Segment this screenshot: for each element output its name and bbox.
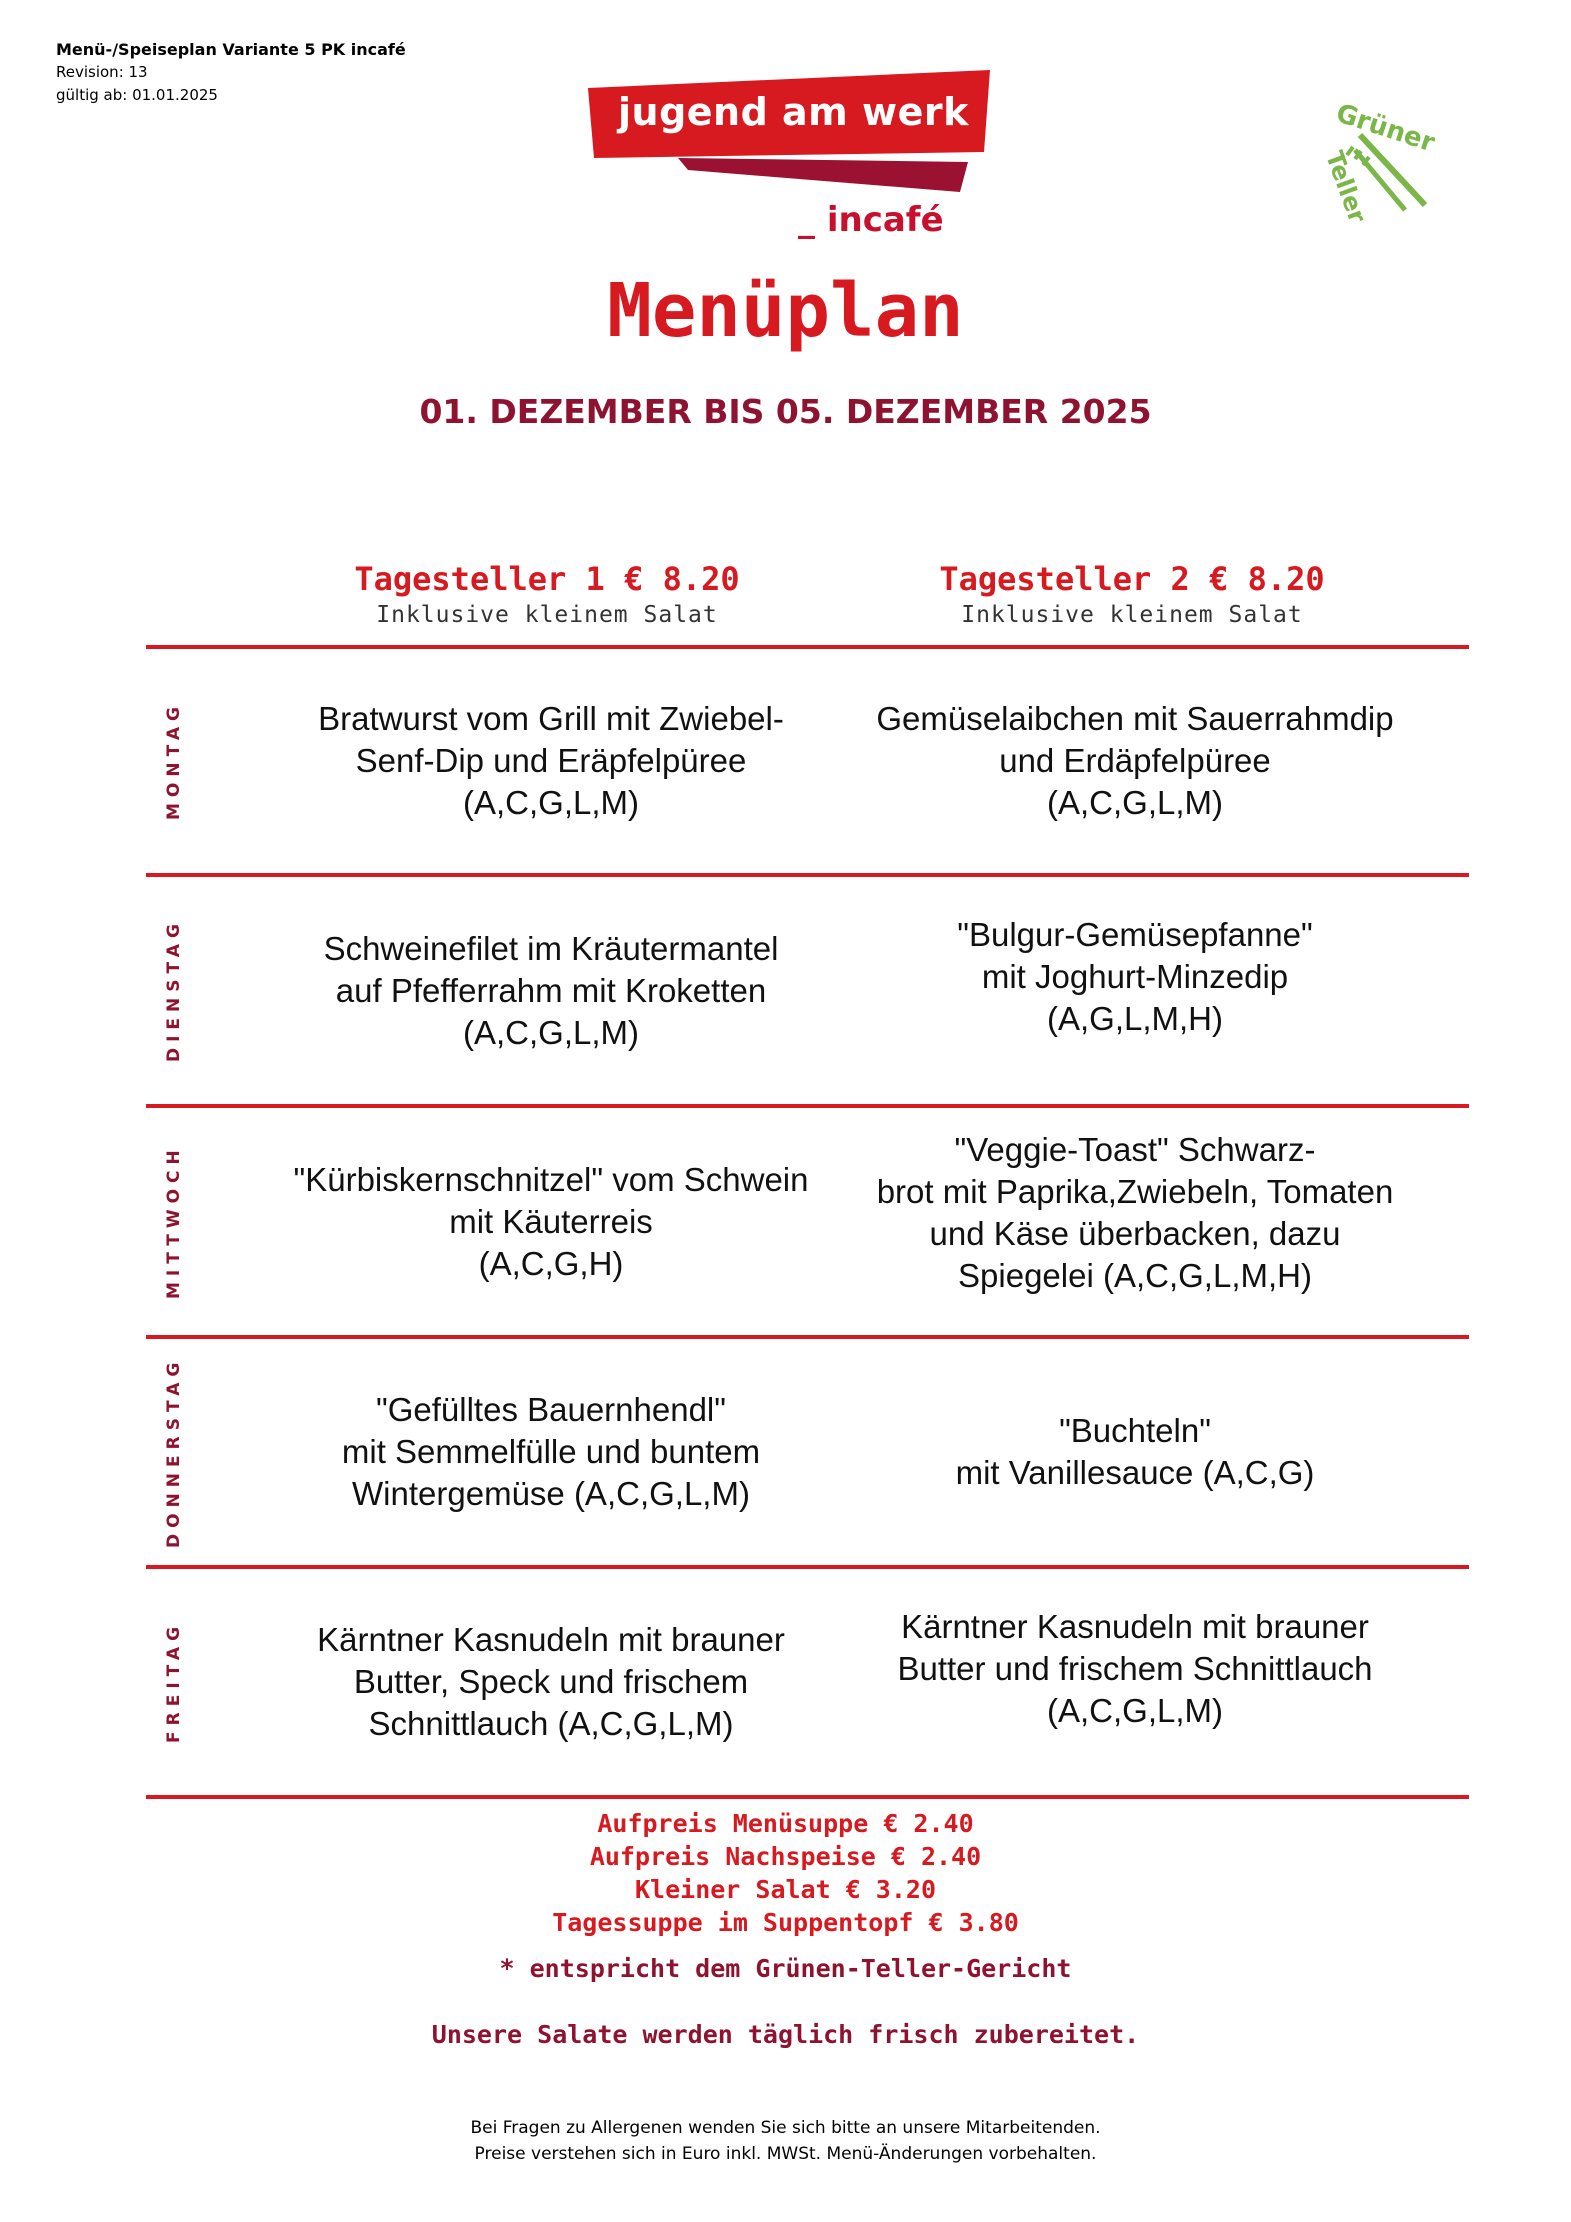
column-header-2	[852, 560, 1412, 628]
day-label-tuesday: DIENSTAG	[164, 918, 184, 1063]
day-label-friday: FREITAG	[164, 1620, 184, 1744]
extra-day-soup-price: Tagessuppe im Suppentopf € 3.80	[552, 1908, 1019, 1937]
dish-cell: "Buchteln" mit Vanillesauce (A,C,G)	[955, 1412, 1315, 1491]
meta-revision: Revision: 13	[56, 63, 148, 81]
extra-dessert-price: Aufpreis Nachspeise € 2.40	[589, 1842, 982, 1871]
green-plate-note: * entspricht dem Grünen-Teller-Gericht	[499, 1954, 1072, 1983]
extra-soup-price: Aufpreis Menüsuppe € 2.40	[597, 1809, 974, 1838]
divider-line	[146, 1795, 1469, 1799]
day-label-wednesday: MITTWOCH	[164, 1144, 184, 1299]
column-header-1	[267, 560, 827, 628]
allergen-note: Bei Fragen zu Allergenen wenden Sie sich bitte an unsere Mitarbeitenden.	[470, 2118, 1101, 2138]
dish-cell: Kärntner Kasnudeln mit brauner Butter, Speck und frischem Schnittlauch (A,C,G,L,M)	[317, 1621, 785, 1742]
svg-text:Teller: Teller	[1319, 147, 1372, 227]
dish-cell: "Veggie-Toast" Schwarz- brot mit Paprika,Zwiebeln, Tomaten und Käse überbacken, dazu Spiegelei (A,C,G,L,M,H)	[876, 1131, 1394, 1294]
dish-cell: Schweinefilet im Kräutermantel auf Pfefferrahm mit Kroketten (A,C,G,L,M)	[323, 929, 779, 1051]
date-range: 01. DEZEMBER BIS 05. DEZEMBER 2025	[419, 392, 1152, 431]
gruener-teller-badge	[1285, 95, 1435, 245]
day-label-monday: MONTAG	[164, 701, 184, 821]
logo-main-text: jugend am werk _	[618, 90, 969, 178]
extra-salad-price: Kleiner Salat € 3.20	[634, 1875, 937, 1904]
logo-sub-text: _ incafé	[798, 200, 944, 240]
jugend-am-werk-logo	[588, 70, 998, 245]
day-label-thursday: DONNERSTAG	[164, 1356, 184, 1548]
column-1-title: Tagesteller 1 € 8.20	[354, 560, 740, 598]
dish-cell: "Bulgur-Gemüsepfanne" mit Joghurt-Minzedip (A,G,L,M,H)	[957, 916, 1313, 1037]
dish-cell: Gemüselaibchen mit Sauerrahmdip und Erdäpfelpüree (A,C,G,L,M)	[876, 700, 1394, 821]
column-2-title: Tagesteller 2 € 8.20	[939, 560, 1325, 598]
dish-cell: Kärntner Kasnudeln mit brauner Butter und frischem Schnittlauch (A,C,G,L,M)	[897, 1608, 1373, 1729]
dish-cell: Bratwurst vom Grill mit Zwiebel- Senf-Dip und Eräpfelpüree (A,C,G,L,M)	[318, 700, 784, 821]
svg-text:Grüner: Grüner	[1332, 98, 1435, 159]
document-meta	[56, 38, 406, 107]
column-2-subtitle: Inklusive kleinem Salat	[961, 602, 1303, 628]
page-title: Menüplan	[607, 268, 964, 354]
price-note: Preise verstehen sich in Euro inkl. MWSt. Menü-Änderungen vorbehalten.	[474, 2144, 1097, 2164]
fork-knife-icon	[1285, 95, 1435, 245]
footer-note	[0, 2115, 1571, 2167]
meta-valid-from: gültig ab: 01.01.2025	[56, 86, 218, 104]
dish-cell: "Gefülltes Bauernhendl" mit Semmelfülle und buntem Wintergemüse (A,C,G,L,M)	[341, 1391, 761, 1512]
salad-note: Unsere Salate werden täglich frisch zubereitet.	[431, 2020, 1140, 2049]
column-1-subtitle: Inklusive kleinem Salat	[376, 602, 718, 628]
extras-list	[0, 1807, 1571, 1939]
dish-cell: "Kürbiskernschnitzel" vom Schwein mit Käuterreis (A,C,G,H)	[293, 1160, 809, 1282]
meta-title: Menü-/Speiseplan Variante 5 PK incafé	[56, 40, 406, 59]
